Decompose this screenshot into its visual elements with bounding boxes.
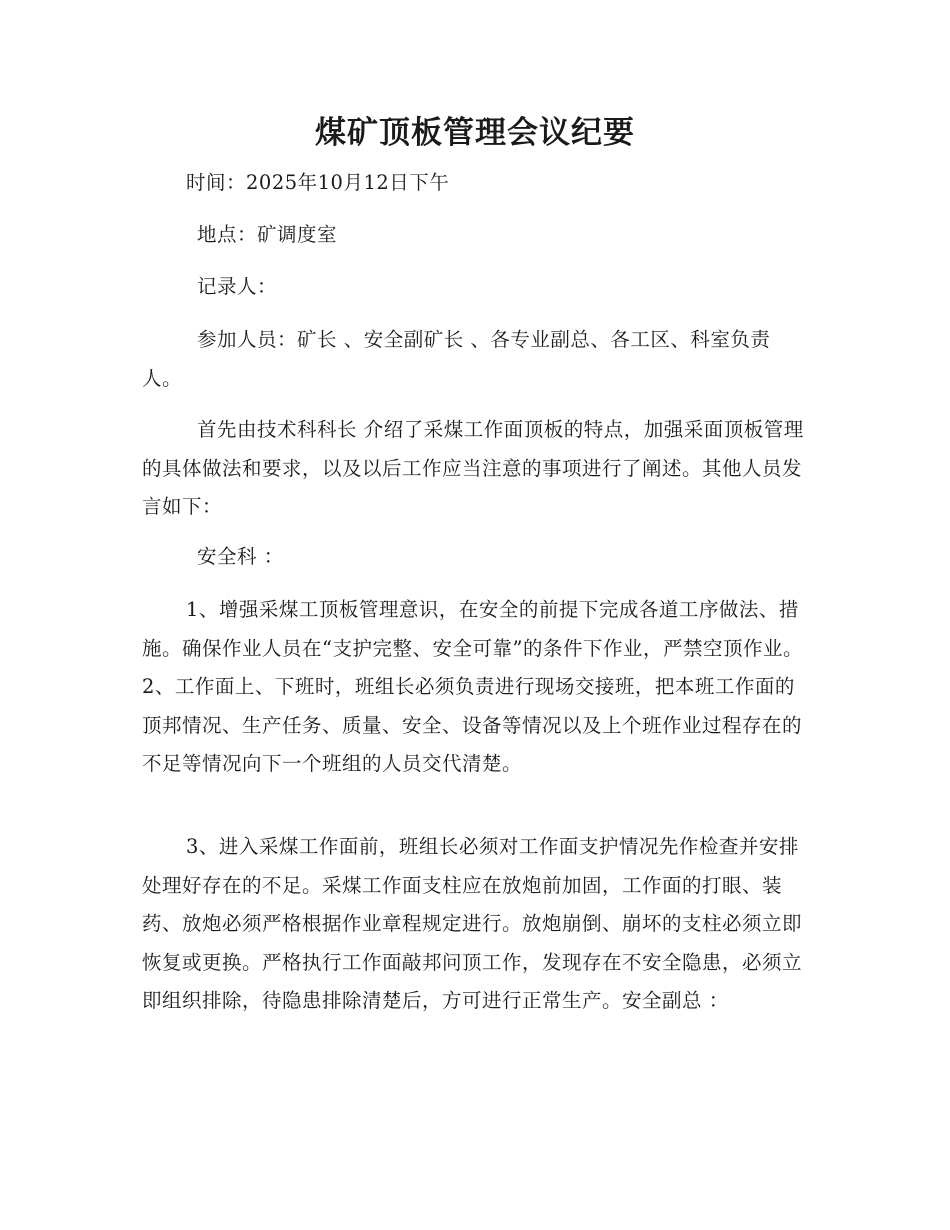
meeting-time: 时间：2025年10月12日下午 [186, 171, 450, 194]
meeting-recorder: 记录人： [197, 275, 278, 298]
meeting-place: 地点：矿调度室 [197, 223, 338, 246]
document-title: 煤矿顶板管理会议纪要 [315, 115, 635, 151]
item-3-paragraph: 3、进入采煤工作面前，班组长必须对工作面支护情况先作检查并安排处理好存在的不足。采煤工作面支柱应在放炮前加固，工作面的打眼、装药、放炮必须严格根据作业章程规定进行。放炮崩倒、崩坏的支柱必须立即恢复或更换。严格执行工作面敲邦问顶工作，发现存在不安全隐患，必须立即组织排除，待隐患排除清楚后，方可进行正常生产。安全副总 ： [142, 835, 803, 1012]
intro-paragraph: 首先由技术科科长 介绍了采煤工作面顶板的特点，加强采面顶板管理的具体做法和要求，以及以后工作应当注意的事项进行了阐述。其他人员发言如下： [142, 418, 804, 518]
speaker-safety-dept: 安全科 ： [197, 545, 284, 568]
item-1-paragraph: 1、增强采煤工顶板管理意识，在安全的前提下完成各道工序做法、措施。确保作业人员在“支护完整、安全可靠”的条件下作业，严禁空顶作业。2、工作面上、下班时，班组长必须负责进行现场交接班，把本班工作面的顶邦情况、生产任务、质量、安全、设备等情况以及上个班作业过程存在的不足等情况向下一个班组的人员交代清楚。 [142, 598, 803, 775]
attendees-paragraph: 参加人员：矿长 、安全副矿长 、各专业副总、各工区、科室负责人。 [142, 328, 771, 390]
